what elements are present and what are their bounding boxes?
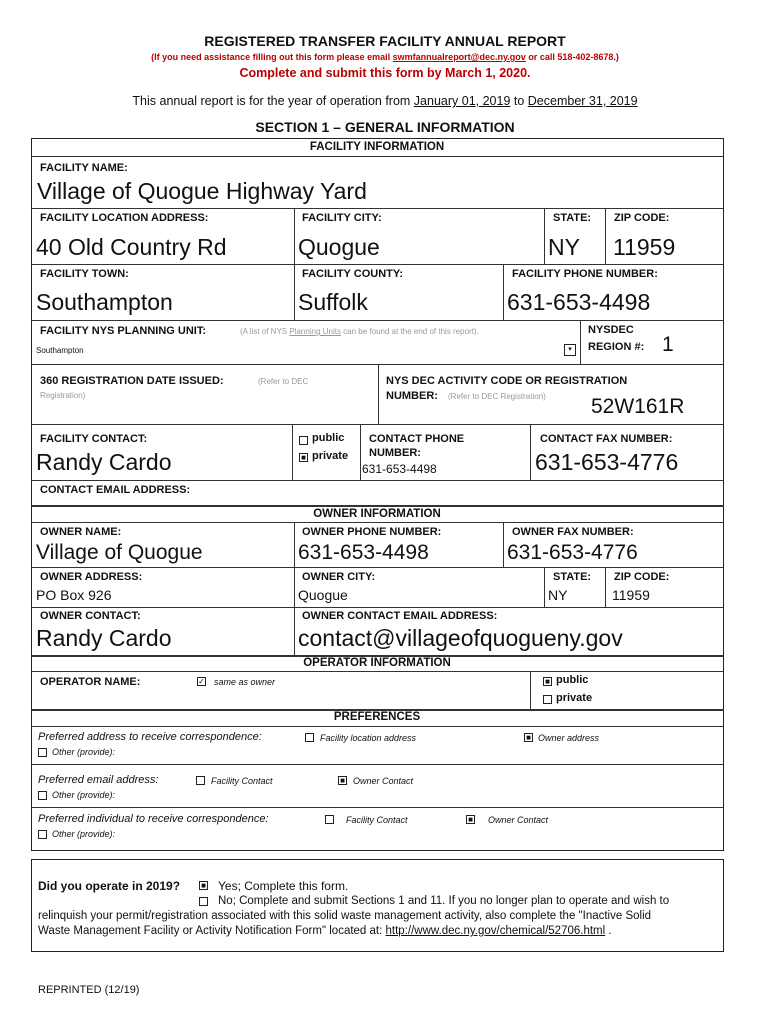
owner-zip-value[interactable]: 11959 <box>612 587 650 603</box>
pref-address-owner-label: Owner address <box>538 733 600 743</box>
contact-public-checkbox[interactable] <box>299 436 308 445</box>
facility-name-label: FACILITY NAME: <box>40 162 128 174</box>
deadline-note: Complete and submit this form by March 1, 2020. <box>239 66 531 80</box>
facility-zip-label: ZIP CODE: <box>614 212 670 224</box>
facility-town-label: FACILITY TOWN: <box>40 268 129 280</box>
facility-contact-value[interactable]: Randy Cardo <box>36 449 172 475</box>
operator-private-checkbox[interactable] <box>543 695 552 704</box>
year-mid: to <box>510 94 528 108</box>
owner-phone-label: OWNER PHONE NUMBER: <box>302 526 442 538</box>
facility-info-heading: FACILITY INFORMATION <box>309 141 445 153</box>
operator-public-label: public <box>556 674 589 686</box>
operator-info-heading: OPERATOR INFORMATION <box>303 657 451 669</box>
operator-private-label: private <box>556 692 593 704</box>
pref-individual-facility-checkbox[interactable] <box>325 815 334 824</box>
registration-date-note-1: (Refer to DEC <box>258 377 309 386</box>
owner-address-value[interactable]: PO Box 926 <box>36 587 112 603</box>
pref-email-facility-label: Facility Contact <box>211 776 273 786</box>
pref-individual-other-checkbox[interactable] <box>38 830 47 839</box>
region-value[interactable]: 1 <box>662 333 674 356</box>
year-to: December 31, 2019 <box>527 94 638 108</box>
region-label-1: NYSDEC <box>588 324 634 336</box>
facility-phone-label: FACILITY PHONE NUMBER: <box>512 268 658 280</box>
reprinted-note: REPRINTED (12/19) <box>38 984 140 996</box>
operate-yes-label: Yes; Complete this form. <box>218 879 349 893</box>
pref-individual-owner-label: Owner Contact <box>488 815 549 825</box>
facility-address-label: FACILITY LOCATION ADDRESS: <box>40 212 209 224</box>
inactive-form-link[interactable]: http://www.dec.ny.gov/chemical/52706.html <box>385 925 606 937</box>
pref-email-owner-label: Owner Contact <box>353 776 414 786</box>
pref-individual-other-label: Other (provide): <box>52 829 116 839</box>
facility-phone-value[interactable]: 631-653-4498 <box>507 289 651 315</box>
pref-address-other-label: Other (provide): <box>52 747 116 757</box>
registration-date-label: 360 REGISTRATION DATE ISSUED: <box>40 375 224 387</box>
pref-individual-owner-checkbox[interactable]: ■ <box>466 815 475 824</box>
planning-note-pre: (A list of NYS <box>240 327 290 336</box>
owner-city-label: OWNER CITY: <box>302 571 376 583</box>
assistance-pre: (If you need assistance filling out this form please email <box>151 52 393 62</box>
contact-private-checkbox[interactable]: ■ <box>299 453 308 462</box>
activity-code-label-2: NUMBER: <box>386 390 438 402</box>
pref-email-other-checkbox[interactable] <box>38 791 47 800</box>
pref-address-facility-checkbox[interactable] <box>305 733 314 742</box>
operate-no-line-1: No; Complete and submit Sections 1 and 11. If you no longer plan to operate and wish to <box>218 895 670 907</box>
same-as-owner-checkbox[interactable]: ✓ <box>198 677 205 686</box>
planning-units-link[interactable]: Planning Units <box>289 327 341 336</box>
owner-state-label: STATE: <box>553 571 592 583</box>
pref-individual-facility-label: Facility Contact <box>346 815 408 825</box>
facility-city-label: FACILITY CITY: <box>302 212 382 224</box>
operate-no-line-3-pre: Waste Management Facility or Activity Notification Form" located at: <box>38 925 386 937</box>
owner-state-value[interactable]: NY <box>548 587 568 603</box>
assistance-post: or call 518-402-8678.) <box>525 52 619 62</box>
pref-address-owner-checkbox[interactable]: ■ <box>524 733 533 742</box>
owner-city-value[interactable]: Quogue <box>298 587 348 603</box>
contact-phone-label-1: CONTACT PHONE <box>369 433 465 445</box>
owner-address-label: OWNER ADDRESS: <box>40 571 143 583</box>
activity-code-note: (Refer to DEC Registration) <box>448 392 546 401</box>
owner-info-heading: OWNER INFORMATION <box>313 508 441 520</box>
owner-zip-label: ZIP CODE: <box>614 571 670 583</box>
facility-contact-label: FACILITY CONTACT: <box>40 433 148 445</box>
facility-zip-value[interactable]: 11959 <box>613 234 676 260</box>
contact-public-label: public <box>312 432 345 444</box>
facility-name-value[interactable]: Village of Quogue Highway Yard <box>37 178 367 204</box>
planning-unit-note <box>240 327 479 336</box>
operate-yes-checkbox[interactable]: ■ <box>199 881 208 890</box>
contact-fax-label: CONTACT FAX NUMBER: <box>540 433 673 445</box>
pref-email-facility-checkbox[interactable] <box>196 776 205 785</box>
pref-address-question: Preferred address to receive correspondence: <box>38 731 262 743</box>
section-title: SECTION 1 – GENERAL INFORMATION <box>255 119 515 135</box>
owner-fax-label: OWNER FAX NUMBER: <box>512 526 634 538</box>
planning-note-post: can be found at the end of this report). <box>340 327 479 336</box>
assistance-email-link[interactable]: swmfannualreport@dec.ny.gov <box>392 52 526 62</box>
planning-unit-select-value[interactable]: Southampton <box>36 346 84 355</box>
facility-county-value[interactable]: Suffolk <box>298 289 368 315</box>
region-label-2: REGION #: <box>588 341 645 353</box>
owner-fax-value[interactable]: 631-653-4776 <box>507 541 638 564</box>
activity-code-value[interactable]: 52W161R <box>591 395 685 418</box>
owner-contact-value[interactable]: Randy Cardo <box>36 625 172 651</box>
facility-town-value[interactable]: Southampton <box>36 289 173 315</box>
year-pre: This annual report is for the year of operation from <box>132 94 414 108</box>
planning-unit-dropdown-icon[interactable]: ▾ <box>564 344 576 356</box>
operate-no-line-2: relinquish your permit/registration associated with this solid waste management activity, also complete the "Inactive Solid <box>38 910 652 922</box>
contact-phone-label-2: NUMBER: <box>369 447 421 459</box>
facility-city-value[interactable]: Quogue <box>298 234 380 260</box>
same-as-owner-label: same as owner <box>214 677 276 687</box>
preferences-heading: PREFERENCES <box>333 711 421 723</box>
owner-email-value[interactable]: contact@villageofquogueny.gov <box>298 625 623 651</box>
activity-code-label-1: NYS DEC ACTIVITY CODE OR REGISTRATION <box>386 375 628 387</box>
contact-email-label: CONTACT EMAIL ADDRESS: <box>40 484 191 496</box>
operate-no-line-3 <box>38 925 612 937</box>
operate-no-line-3-post: . <box>605 925 612 937</box>
contact-private-label: private <box>312 450 349 462</box>
contact-phone-value[interactable]: 631-653-4498 <box>362 462 437 476</box>
year-from: January 01, 2019 <box>413 94 511 108</box>
registration-date-note-2: Registration) <box>40 391 86 400</box>
operate-question: Did you operate in 2019? <box>38 879 181 893</box>
pref-email-other-label: Other (provide): <box>52 790 116 800</box>
operate-no-checkbox[interactable] <box>199 897 208 906</box>
operator-name-label: OPERATOR NAME: <box>40 676 141 688</box>
pref-address-facility-label: Facility location address <box>320 733 417 743</box>
report-year-line <box>0 94 770 108</box>
pref-address-other-checkbox[interactable] <box>38 748 47 757</box>
assistance-note <box>0 52 770 62</box>
owner-name-label: OWNER NAME: <box>40 526 122 538</box>
facility-state-label: STATE: <box>553 212 592 224</box>
pref-individual-question: Preferred individual to receive correspondence: <box>38 813 269 825</box>
pref-email-question: Preferred email address: <box>38 774 159 786</box>
planning-unit-label: FACILITY NYS PLANNING UNIT: <box>40 325 207 337</box>
owner-phone-value[interactable]: 631-653-4498 <box>298 541 429 564</box>
facility-address-value[interactable]: 40 Old Country Rd <box>36 234 227 260</box>
facility-state-value[interactable]: NY <box>548 234 580 260</box>
operator-public-checkbox[interactable]: ■ <box>543 677 552 686</box>
pref-email-owner-checkbox[interactable]: ■ <box>338 776 347 785</box>
owner-name-value[interactable]: Village of Quogue <box>36 541 203 564</box>
contact-fax-value[interactable]: 631-653-4776 <box>535 449 679 475</box>
facility-county-label: FACILITY COUNTY: <box>302 268 404 280</box>
owner-contact-label: OWNER CONTACT: <box>40 610 141 622</box>
owner-email-label: OWNER CONTACT EMAIL ADDRESS: <box>302 610 498 622</box>
form-title: REGISTERED TRANSFER FACILITY ANNUAL REPORT <box>204 33 566 49</box>
